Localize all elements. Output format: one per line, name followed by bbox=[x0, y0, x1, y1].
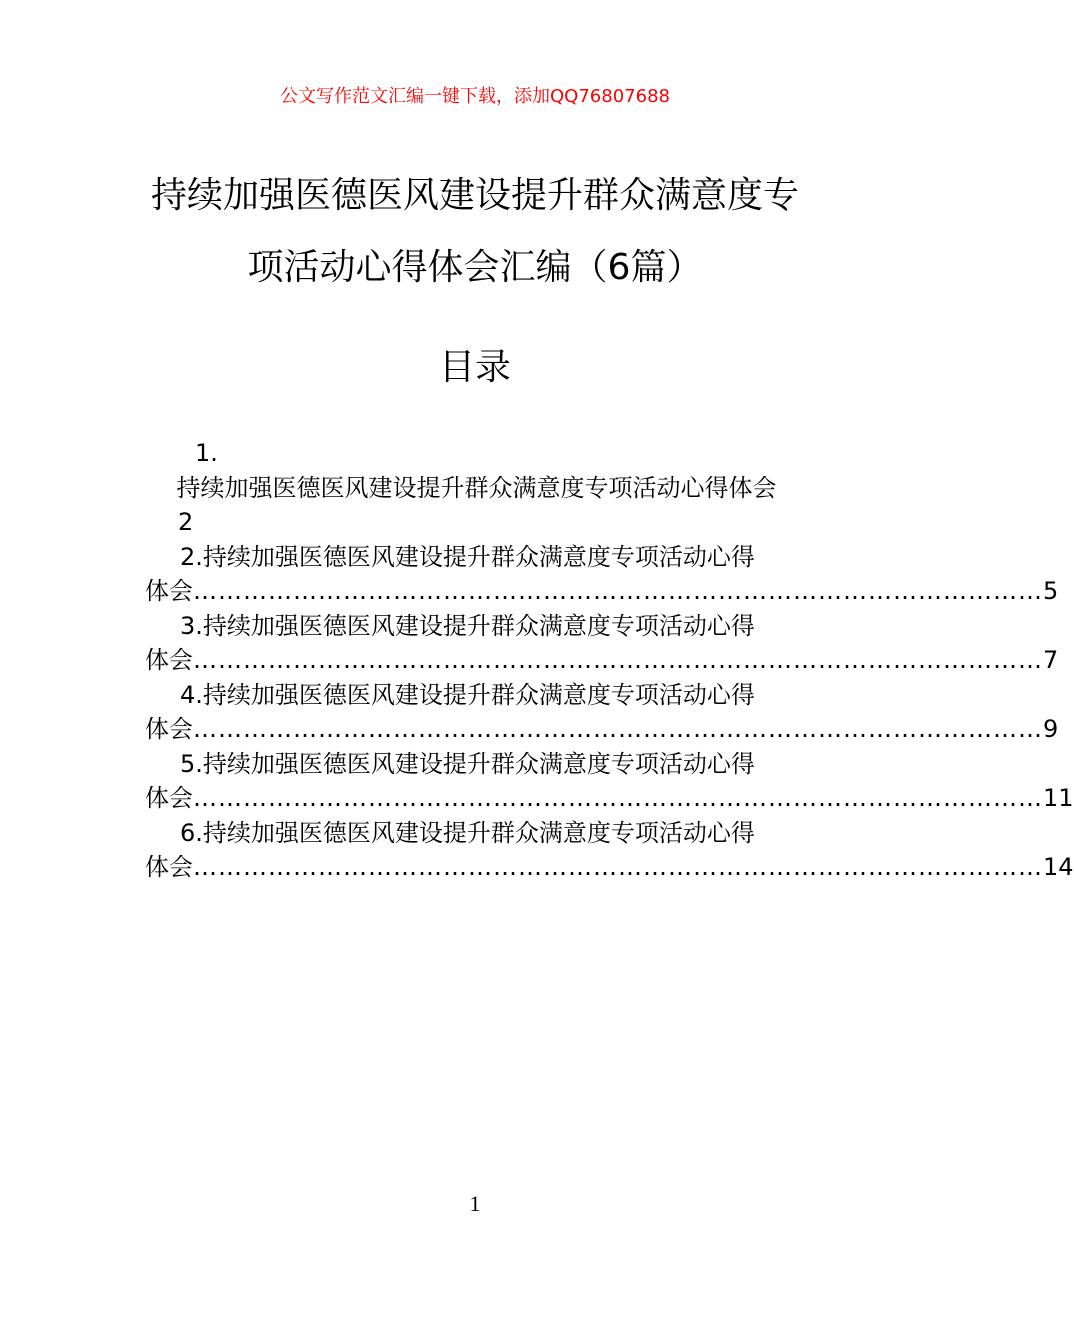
toc-entry-1-number[interactable]: 1. bbox=[195, 439, 218, 467]
toc-entry-2-leader-row[interactable] bbox=[145, 574, 1059, 609]
table-of-contents bbox=[145, 436, 1074, 885]
toc-entry-5-title[interactable]: 5.持续加强医德医风建设提升群众满意度专项活动心得 bbox=[180, 749, 755, 778]
toc-entry-5-title-continued: 体会 bbox=[145, 784, 193, 812]
toc-entry-2-title-continued: 体会 bbox=[145, 577, 193, 605]
toc-entry-3-leader-row[interactable] bbox=[145, 643, 1059, 678]
toc-entry-4-title-continued: 体会 bbox=[145, 715, 193, 743]
toc-entry-3-page: 7 bbox=[1043, 646, 1059, 674]
toc-entry-5-page: 11 bbox=[1043, 784, 1074, 812]
document-title-line-1: 持续加强医德医风建设提升群众满意度专 bbox=[150, 175, 799, 216]
toc-entry-4-leader-row[interactable] bbox=[145, 712, 1059, 747]
toc-dot-leader: ………………………………………………………………………………………… bbox=[193, 577, 1043, 605]
page-number: 1 bbox=[469, 1191, 481, 1216]
toc-entry-2-title[interactable]: 2.持续加强医德医风建设提升群众满意度专项活动心得 bbox=[180, 542, 755, 571]
toc-entry-6-page: 14 bbox=[1043, 853, 1074, 881]
toc-heading: 目录 bbox=[438, 347, 511, 388]
toc-entry-4-page: 9 bbox=[1043, 715, 1059, 743]
toc-dot-leader: ………………………………………………………………………………………… bbox=[193, 784, 1043, 812]
toc-dot-leader: ………………………………………………………………………………………… bbox=[193, 646, 1043, 674]
toc-dot-leader: ………………………………………………………………………………………… bbox=[193, 715, 1043, 743]
toc-entry-3-title-continued: 体会 bbox=[145, 646, 193, 674]
toc-entry-1-title[interactable]: 持续加强医德医风建设提升群众满意度专项活动心得体会 bbox=[176, 473, 777, 502]
toc-entry-5-leader-row[interactable] bbox=[145, 781, 1074, 816]
toc-entry-2-page: 5 bbox=[1043, 577, 1059, 605]
toc-entry-3-title[interactable]: 3.持续加强医德医风建设提升群众满意度专项活动心得 bbox=[180, 611, 755, 640]
toc-entry-6-title-continued: 体会 bbox=[145, 853, 193, 881]
toc-entry-4-title[interactable]: 4.持续加强医德医风建设提升群众满意度专项活动心得 bbox=[180, 680, 755, 709]
toc-entry-1-page[interactable]: 2 bbox=[178, 508, 194, 536]
document-title-line-2: 项活动心得体会汇编（6篇） bbox=[247, 247, 703, 288]
toc-dot-leader: ………………………………………………………………………………………… bbox=[193, 853, 1043, 881]
download-banner: 公文写作范文汇编一键下载，添加QQ76807688 bbox=[280, 86, 670, 107]
toc-entry-6-leader-row[interactable] bbox=[145, 850, 1074, 885]
toc-entry-6-title[interactable]: 6.持续加强医德医风建设提升群众满意度专项活动心得 bbox=[180, 818, 755, 847]
